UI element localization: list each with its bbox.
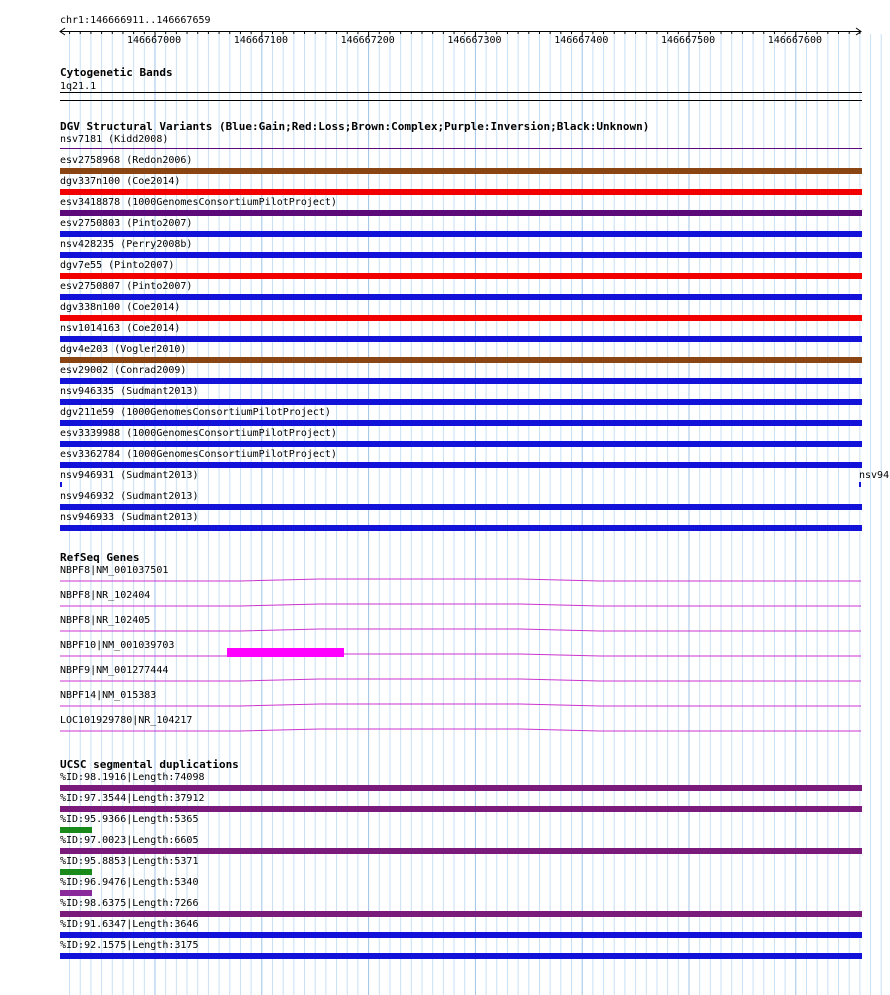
variant-bar [60, 420, 862, 426]
variant-label: dgv211e59 (1000GenomesConsortiumPilotProject) [60, 407, 331, 418]
segdup-bar [60, 848, 862, 854]
gene-label: NBPF8|NM_001037501 [60, 565, 169, 576]
variant-label: nsv428235 (Perry2008b) [60, 239, 193, 250]
variant-label: esv29002 (Conrad2009) [60, 365, 187, 376]
gene-label: LOC101929780|NR_104217 [60, 715, 193, 726]
track-title: RefSeq Genes [60, 551, 140, 564]
gene-label: NBPF8|NR_102404 [60, 590, 151, 601]
variant-bar [60, 189, 862, 195]
variant-bar [60, 336, 862, 342]
variant-label: esv3339988 (1000GenomesConsortiumPilotProject) [60, 428, 337, 439]
gene-intron-line [60, 579, 861, 581]
region-label: chr1:146666911..146667659 [60, 15, 211, 26]
variant-bar [60, 148, 862, 149]
variant-bar [60, 462, 862, 468]
gene-intron-line [60, 704, 861, 706]
variant-label: nsv946335 (Sudmant2013) [60, 386, 199, 397]
segdup-bar [60, 911, 862, 917]
segdup-bar [60, 806, 862, 812]
variant-bar [60, 273, 862, 279]
variant-label: nsv946933 (Sudmant2013) [60, 512, 199, 523]
ruler-tick-label: 146667500 [661, 35, 716, 46]
gene-intron-line [60, 654, 861, 656]
gene-intron-line [60, 629, 861, 631]
track-title: DGV Structural Variants (Blue:Gain;Red:Loss;Brown:Complex;Purple:Inversion;Black:Unknown) [60, 120, 650, 133]
gene-label: NBPF8|NR_102405 [60, 615, 151, 626]
gene-intron-line [60, 729, 861, 731]
segdup-bar [60, 785, 862, 791]
ruler-tick-label: 146667400 [554, 35, 609, 46]
variant-label: esv3362784 (1000GenomesConsortiumPilotProject) [60, 449, 337, 460]
variant-label: esv2750803 (Pinto2007) [60, 218, 193, 229]
variant-label: nsv946932 (Sudmant2013) [60, 491, 199, 502]
variant-bar [60, 399, 862, 405]
gene-label: NBPF10|NM_001039703 [60, 640, 175, 651]
variant-bar [859, 482, 861, 487]
segdup-label: %ID:92.1575|Length:3175 [60, 940, 199, 951]
segdup-bar [60, 953, 862, 959]
variant-label: nsv946931 (Sudmant2013) [60, 470, 199, 481]
segdup-bar [60, 932, 862, 938]
gene-exon [227, 648, 344, 657]
variant-bar [60, 482, 62, 487]
segdup-label: %ID:98.1916|Length:74098 [60, 772, 205, 783]
variant-label: dgv338n100 (Coe2014) [60, 302, 181, 313]
variant-bar [60, 441, 862, 447]
variant-bar [60, 168, 862, 174]
variant-label: nsv94 [859, 470, 890, 481]
segdup-bar [60, 890, 92, 896]
segdup-label: %ID:95.8853|Length:5371 [60, 856, 199, 867]
variant-bar [60, 210, 862, 216]
ruler-tick-label: 146667100 [233, 35, 288, 46]
variant-label: nsv1014163 (Coe2014) [60, 323, 181, 334]
gene-intron-line [60, 604, 861, 606]
gene-intron-line [60, 679, 861, 681]
track-title: Cytogenetic Bands [60, 66, 173, 79]
variant-label: esv2758968 (Redon2006) [60, 155, 193, 166]
gene-label: NBPF14|NM_015383 [60, 690, 157, 701]
track-title: UCSC segmental duplications [60, 758, 239, 771]
gene-label: NBPF9|NM_001277444 [60, 665, 169, 676]
segdup-label: %ID:97.0023|Length:6605 [60, 835, 199, 846]
segdup-label: %ID:97.3544|Length:37912 [60, 793, 205, 804]
variant-label: dgv337n100 (Coe2014) [60, 176, 181, 187]
segdup-label: %ID:95.9366|Length:5365 [60, 814, 199, 825]
segdup-bar [60, 869, 92, 875]
variant-label: nsv7181 (Kidd2008) [60, 134, 169, 145]
segdup-label: %ID:98.6375|Length:7266 [60, 898, 199, 909]
variant-label: esv3418878 (1000GenomesConsortiumPilotProject) [60, 197, 337, 208]
ruler-tick-label: 146667300 [447, 35, 502, 46]
variant-bar [60, 378, 862, 384]
ruler-tick-label: 146667200 [340, 35, 395, 46]
variant-bar [60, 504, 862, 510]
variant-bar [60, 231, 862, 237]
ruler-tick-label: 146667000 [127, 35, 182, 46]
segdup-bar [60, 827, 92, 833]
variant-bar [60, 525, 862, 531]
segdup-label: %ID:96.9476|Length:5340 [60, 877, 199, 888]
variant-label: dgv7e55 (Pinto2007) [60, 260, 175, 271]
band-top-line [60, 92, 862, 93]
variant-bar [60, 294, 862, 300]
variant-bar [60, 357, 862, 363]
variant-bar [60, 315, 862, 321]
ruler-tick-label: 146667600 [767, 35, 822, 46]
band-label: 1q21.1 [60, 81, 97, 92]
variant-bar [60, 252, 862, 258]
variant-label: dgv4e203 (Vogler2010) [60, 344, 187, 355]
band-bottom-line [60, 100, 862, 101]
segdup-label: %ID:91.6347|Length:3646 [60, 919, 199, 930]
variant-label: esv2750807 (Pinto2007) [60, 281, 193, 292]
